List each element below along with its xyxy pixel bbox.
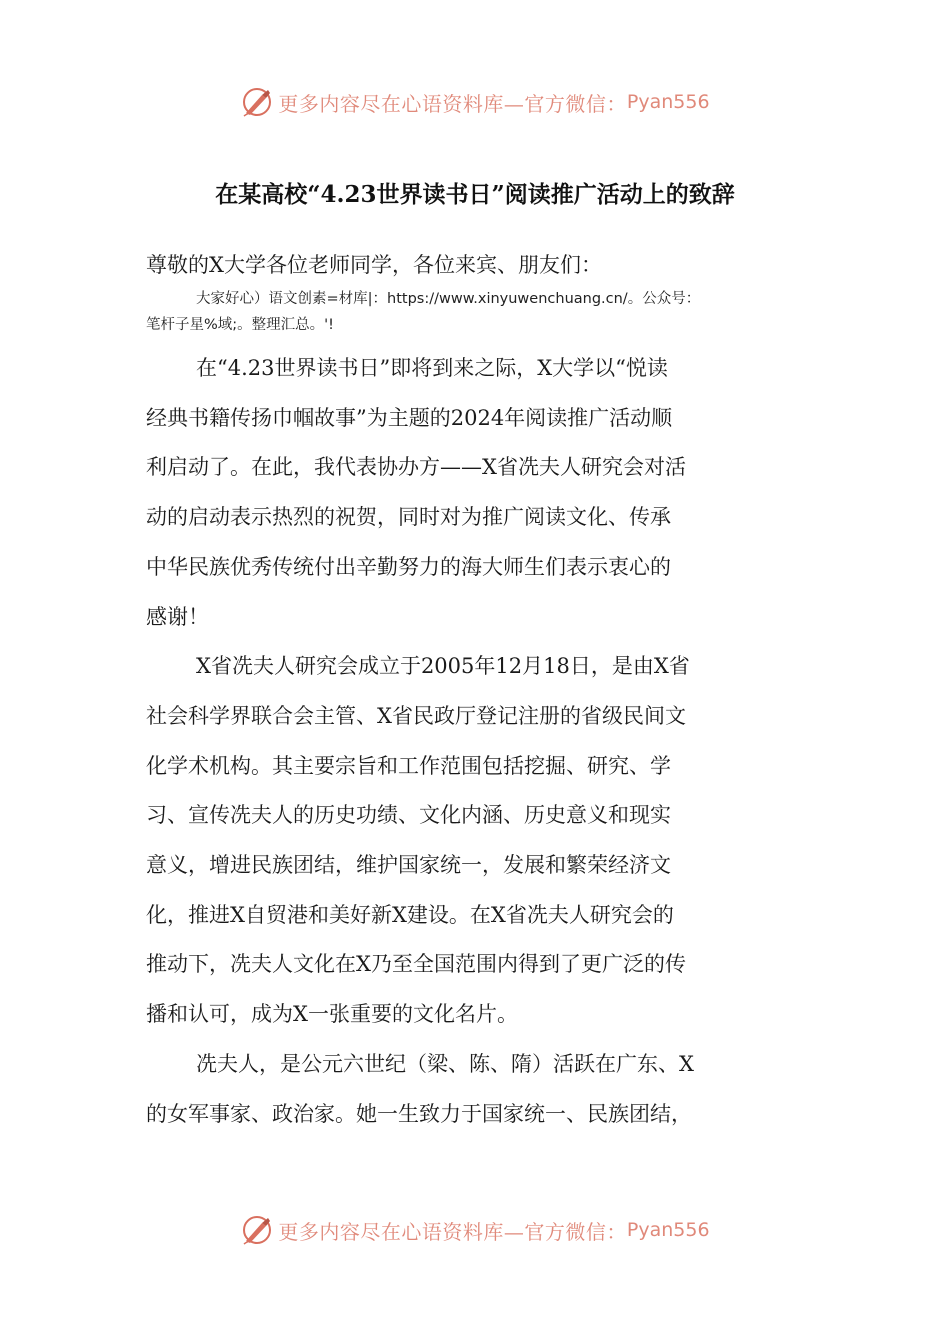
inserted-notice xyxy=(146,286,808,338)
salutation: 尊敬的X大学各位老师同学，各位来宾、朋友们： xyxy=(146,253,602,277)
paragraph-line: 推动下，冼夫人文化在X乃至全国范围内得到了更广泛的传 xyxy=(146,952,686,977)
document-title: 在某高校“4.23世界读书日”阅读推广活动上的致辞 xyxy=(215,181,735,208)
footer-banner xyxy=(0,1210,950,1250)
paragraph-line: 动的启动表示热烈的祝贺，同时对为推广阅读文化、传承 xyxy=(146,505,671,530)
paragraph-line: 意义，增进民族团结，维护国家统一，发展和繁荣经济文 xyxy=(146,853,671,878)
banner-text: 更多内容尽在心语资料库—官方微信： xyxy=(278,91,627,116)
banner-wechat-id: Pyan556 xyxy=(626,91,710,113)
paragraph-1 xyxy=(146,344,808,642)
banner-text: 更多内容尽在心语资料库—官方微信： xyxy=(278,1219,627,1244)
paragraph-line: X省冼夫人研究会成立于2005年12月18日，是由X省 xyxy=(196,654,690,679)
paragraph-line: 冼夫人，是公元六世纪（梁、陈、隋）活跃在广东、X xyxy=(196,1051,694,1076)
paragraph-line: 中华民族优秀传统付出辛勤努力的海大师生们表示衷心的 xyxy=(146,554,671,579)
paragraph-line: 在“4.23世界读书日”即将到来之际，X大学以“悦读 xyxy=(196,356,668,380)
inserted-notice-line: 笔杆子星%域;。整理汇总。'! xyxy=(146,317,334,333)
paragraph-line: 感谢！ xyxy=(146,604,209,629)
paragraph-line: 习、宣传冼夫人的历史功绩、文化内涵、历史意义和现实 xyxy=(146,803,671,828)
inserted-notice-line: 大家好心）语文创素=材库|：https://www.xinyuwenchuang.cn/。公众号： xyxy=(196,291,701,307)
paragraph-2 xyxy=(146,642,808,1040)
paragraph-line: 化，推进X自贸港和美好新X建设。在X省冼夫人研究会的 xyxy=(146,902,674,927)
paragraph-3 xyxy=(146,1040,808,1139)
banner-wechat-id: Pyan556 xyxy=(626,1219,710,1241)
paragraph-line: 的女军事家、政治家。她一生致力于国家统一、民族团结， xyxy=(146,1101,692,1126)
paragraph-line: 利启动了。在此，我代表协办方——X省冼夫人研究会对活 xyxy=(146,455,686,480)
header-banner xyxy=(0,82,950,122)
document-body xyxy=(146,250,808,1139)
paragraph-line: 播和认可，成为X一张重要的文化名片。 xyxy=(146,1002,518,1027)
paragraph-line: 化学术机构。其主要宗旨和工作范围包括挖掘、研究、学 xyxy=(146,753,671,778)
pen-logo-icon xyxy=(240,1213,274,1247)
paragraph-line: 社会科学界联合会主管、X省民政厅登记注册的省级民间文 xyxy=(146,703,686,728)
pen-logo-icon xyxy=(240,85,274,119)
paragraph-line: 经典书籍传扬巾帼故事”为主题的2024年阅读推广活动顺 xyxy=(146,405,673,430)
